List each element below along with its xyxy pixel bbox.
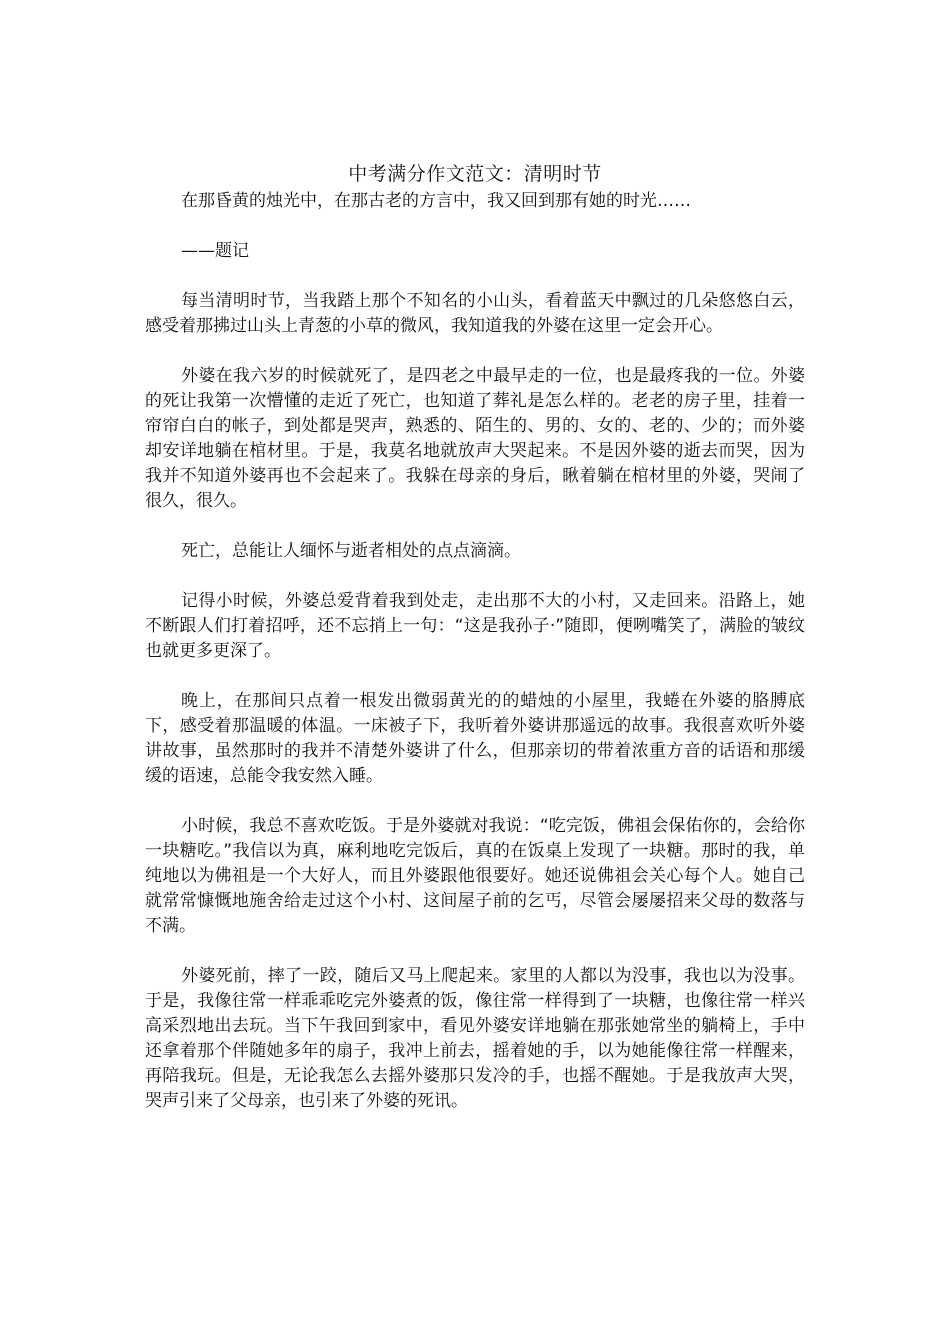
paragraph: 死亡，总能让人缅怀与逝者相处的点点滴滴。 xyxy=(181,541,521,561)
paragraph-intro: 在那昏黄的烛光中，在那古老的方言中，我又回到那有她的时光…… xyxy=(181,191,691,211)
document-body xyxy=(145,160,805,1139)
paragraph-epigraph: ——题记 xyxy=(181,241,249,261)
paragraph: 每当清明时节，当我踏上那个不知名的小山头，看着蓝天中飘过的几朵悠悠白云，感受着那拂过山头上青葱的小草的微风，我知道我的外婆在这里一定会开心。 xyxy=(145,291,805,336)
page-title: 中考满分作文范文：清明时节 xyxy=(348,163,602,185)
paragraph: 外婆死前，摔了一跤，随后又马上爬起来。家里的人都以为没事，我也以为没事。于是，我像往常一样乖乖吃完外婆煮的饭，像往常一样得到了一块糖，也像往常一样兴高采烈地出去玩。当下午我回到家中，看见外婆安详地躺在那张她常坐的躺椅上，手中还拿着那个伴随她多年的扇子，我冲上前去，摇着她的手，以为她能像往常一样醒来，再陪我玩。但是，无论我怎么去摇外婆那只发冷的手，也摇不醒她。于是我放声大哭，哭声引来了父母亲，也引来了外婆的死讯。 xyxy=(145,966,805,1111)
paragraph: 小时候，我总不喜欢吃饭。于是外婆就对我说：“吃完饭，佛祖会保佑你的，会给你一块糖吃。”我信以为真，麻利地吃完饭后，真的在饭桌上发现了一块糖。那时的我，单纯地以为佛祖是一个大好人，而且外婆跟他很要好。她还说佛祖会关心每个人。她自己就常常慷慨地施舍给走过这个小村、这间屋子前的乞丐，尽管会屡屡招来父母的数落与不满。 xyxy=(145,816,805,936)
paragraph: 晚上，在那间只点着一根发出微弱黄光的的蜡烛的小屋里，我蜷在外婆的胳膊底下，感受着那温暖的体温。一床被子下，我听着外婆讲那遥远的故事。我很喜欢听外婆讲故事，虽然那时的我并不清楚外婆讲了什么，但那亲切的带着浓重方音的话语和那缓缓的语速，总能令我安然入睡。 xyxy=(145,691,805,786)
paragraph: 外婆在我六岁的时候就死了，是四老之中最早走的一位，也是最疼我的一位。外婆的死让我第一次懵懂的走近了死亡，也知道了葬礼是怎么样的。老老的房子里，挂着一帘帘白白的帐子，到处都是哭声，熟悉的、陌生的、男的、女的、老的、少的；而外婆却安详地躺在棺材里。于是，我莫名地就放声大哭起来。不是因外婆的逝去而哭，因为我并不知道外婆再也不会起来了。我躲在母亲的身后，瞅着躺在棺材里的外婆，哭闹了很久，很久。 xyxy=(145,366,805,511)
paragraph: 记得小时候，外婆总爱背着我到处走，走出那不大的小村，又走回来。沿路上，她不断跟人们打着招呼，还不忘捎上一句：“这是我孙子·”随即，便咧嘴笑了，满脸的皱纹也就更多更深了。 xyxy=(145,591,805,661)
